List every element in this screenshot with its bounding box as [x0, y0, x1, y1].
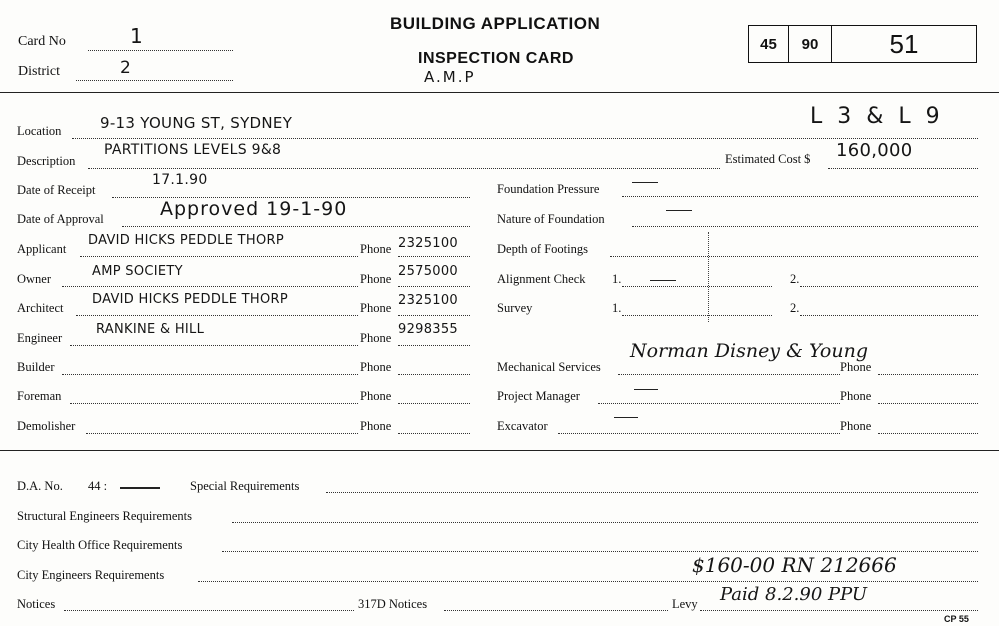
- alignment-check-line-1: [622, 286, 772, 287]
- demolisher-phone-line: [398, 433, 470, 434]
- applicant-phone-label: Phone: [360, 242, 392, 256]
- excavator-line: [558, 433, 840, 434]
- builder-phone-label: Phone: [360, 360, 392, 374]
- description-value[interactable]: PARTITIONS LEVELS 9&8: [104, 142, 282, 158]
- owner-label: Owner: [17, 272, 52, 286]
- estimated-cost-line: [828, 168, 978, 169]
- estimated-cost-label: Estimated Cost $: [725, 152, 811, 166]
- lot-reference[interactable]: L 3 & L 9: [810, 104, 944, 129]
- nature-of-foundation-dash: [666, 210, 692, 211]
- applicant-line: [80, 256, 358, 257]
- district-value[interactable]: 2: [120, 58, 132, 78]
- special-requirements-line: [326, 492, 978, 493]
- nature-of-foundation-label: Nature of Foundation: [497, 212, 605, 226]
- card-no-value[interactable]: 1: [130, 24, 144, 48]
- notices-317d-line: [444, 610, 668, 611]
- alignment-check-label: Alignment Check: [497, 272, 586, 286]
- mechanical-services-line: [618, 374, 840, 375]
- city-engineers-requirements-value[interactable]: $160-00 RN 212666: [692, 553, 897, 577]
- notices-line: [64, 610, 354, 611]
- survey-num-1: 1.: [612, 301, 622, 315]
- location-label: Location: [17, 124, 62, 138]
- builder-label: Builder: [17, 360, 55, 374]
- foreman-label: Foreman: [17, 389, 62, 403]
- architect-phone-value[interactable]: 2325100: [398, 293, 458, 308]
- depth-of-footings-line: [610, 256, 978, 257]
- alignment-check-num-2: 2.: [790, 272, 800, 286]
- district-line: [76, 80, 233, 81]
- architect-phone-line: [398, 315, 470, 316]
- project-manager-line: [598, 403, 840, 404]
- depth-of-footings-label: Depth of Footings: [497, 242, 588, 256]
- foundation-pressure-dash: [632, 182, 658, 183]
- project-manager-label: Project Manager: [497, 389, 580, 403]
- header-divider: [0, 92, 999, 93]
- applicant-label: Applicant: [17, 242, 67, 256]
- code-box-1: [748, 25, 789, 63]
- mechanical-services-phone-label: Phone: [840, 360, 872, 374]
- form-code: CP 55: [944, 614, 969, 624]
- mechanical-services-label: Mechanical Services: [497, 360, 601, 374]
- excavator-dash: [614, 417, 638, 418]
- owner-line: [62, 286, 358, 287]
- date-of-receipt-label: Date of Receipt: [17, 183, 96, 197]
- engineer-phone-label: Phone: [360, 331, 392, 345]
- code-box-1-text: 45: [760, 35, 777, 53]
- date-of-approval-line: [122, 226, 470, 227]
- project-manager-phone-line: [878, 403, 978, 404]
- levy-line: [700, 610, 978, 611]
- district-label: District: [18, 64, 60, 79]
- survey-line-1: [622, 315, 772, 316]
- code-box-3-text: 51: [889, 28, 919, 59]
- demolisher-label: Demolisher: [17, 419, 76, 433]
- architect-phone-label: Phone: [360, 301, 392, 315]
- foundation-pressure-label: Foundation Pressure: [497, 182, 600, 196]
- owner-phone-value[interactable]: 2575000: [398, 264, 458, 279]
- city-engineers-requirements-line: [198, 581, 978, 582]
- survey-label: Survey: [497, 301, 533, 315]
- code-box-2-text: 90: [801, 35, 819, 53]
- owner-phone-label: Phone: [360, 272, 392, 286]
- alignment-check-num-1: 1.: [612, 272, 622, 286]
- survey-vertical-dots: [708, 232, 709, 322]
- location-value[interactable]: 9-13 YOUNG ST, SYDNEY: [100, 114, 293, 132]
- structural-requirements-label: Structural Engineers Requirements: [17, 509, 192, 523]
- title-inspection-card: INSPECTION CARD: [418, 50, 574, 67]
- title-building-application: BUILDING APPLICATION: [390, 14, 601, 33]
- mechanical-services-phone-line: [878, 374, 978, 375]
- foreman-phone-label: Phone: [360, 389, 392, 403]
- lower-divider: [0, 450, 999, 451]
- levy-label: Levy: [672, 597, 698, 611]
- owner-value[interactable]: AMP SOCIETY: [92, 264, 183, 279]
- title-handwritten-amp: A.M.P: [424, 68, 476, 86]
- city-engineers-requirements-label: City Engineers Requirements: [17, 568, 165, 582]
- levy-value[interactable]: Paid 8.2.90 PPU: [720, 584, 868, 605]
- engineer-line: [70, 345, 358, 346]
- survey-line-2: [800, 315, 978, 316]
- demolisher-line: [86, 433, 358, 434]
- da-no-dash: [120, 487, 160, 489]
- date-of-approval-label: Date of Approval: [17, 212, 104, 226]
- builder-phone-line: [398, 374, 470, 375]
- project-manager-dash: [634, 389, 658, 390]
- engineer-label: Engineer: [17, 331, 63, 345]
- engineer-value[interactable]: RANKINE & HILL: [96, 322, 205, 337]
- foreman-line: [70, 403, 358, 404]
- location-line: [72, 138, 978, 139]
- notices-label: Notices: [17, 597, 56, 611]
- alignment-check-line-2: [800, 286, 978, 287]
- architect-line: [76, 315, 358, 316]
- engineer-phone-value[interactable]: 9298355: [398, 322, 458, 337]
- survey-num-2: 2.: [790, 301, 800, 315]
- special-requirements-label: Special Requirements: [190, 479, 300, 493]
- card-no-label: Card No: [18, 34, 66, 49]
- builder-line: [62, 374, 358, 375]
- description-label: Description: [17, 154, 76, 168]
- project-manager-phone-label: Phone: [840, 389, 872, 403]
- excavator-phone-label: Phone: [840, 419, 872, 433]
- date-of-receipt-value[interactable]: 17.1.90: [152, 172, 208, 188]
- da-no-value[interactable]: 44 :: [88, 479, 108, 493]
- code-box-2: [788, 25, 832, 63]
- date-of-approval-value[interactable]: Approved 19-1-90: [160, 198, 348, 220]
- applicant-phone-line: [398, 256, 470, 257]
- applicant-value[interactable]: DAVID HICKS PEDDLE THORP: [88, 233, 284, 248]
- health-requirements-label: City Health Office Requirements: [17, 538, 183, 552]
- foreman-phone-line: [398, 403, 470, 404]
- owner-phone-line: [398, 286, 470, 287]
- applicant-phone-value[interactable]: 2325100: [398, 236, 458, 251]
- notices-317d-label: 317D Notices: [358, 597, 428, 611]
- structural-requirements-line: [232, 522, 978, 523]
- mechanical-services-value[interactable]: Norman Disney & Young: [630, 340, 869, 362]
- nature-of-foundation-line: [632, 226, 978, 227]
- excavator-phone-line: [878, 433, 978, 434]
- excavator-label: Excavator: [497, 419, 548, 433]
- health-requirements-line: [222, 551, 978, 552]
- architect-label: Architect: [17, 301, 64, 315]
- architect-value[interactable]: DAVID HICKS PEDDLE THORP: [92, 292, 288, 307]
- demolisher-phone-label: Phone: [360, 419, 392, 433]
- foundation-pressure-line: [622, 196, 978, 197]
- card-no-line: [88, 50, 233, 51]
- alignment-check-dash: [650, 280, 676, 281]
- code-box-3: [831, 25, 977, 63]
- estimated-cost-value[interactable]: 160,000: [836, 140, 913, 161]
- da-no-label: D.A. No.: [17, 479, 63, 493]
- description-line: [88, 168, 720, 169]
- engineer-phone-line: [398, 345, 470, 346]
